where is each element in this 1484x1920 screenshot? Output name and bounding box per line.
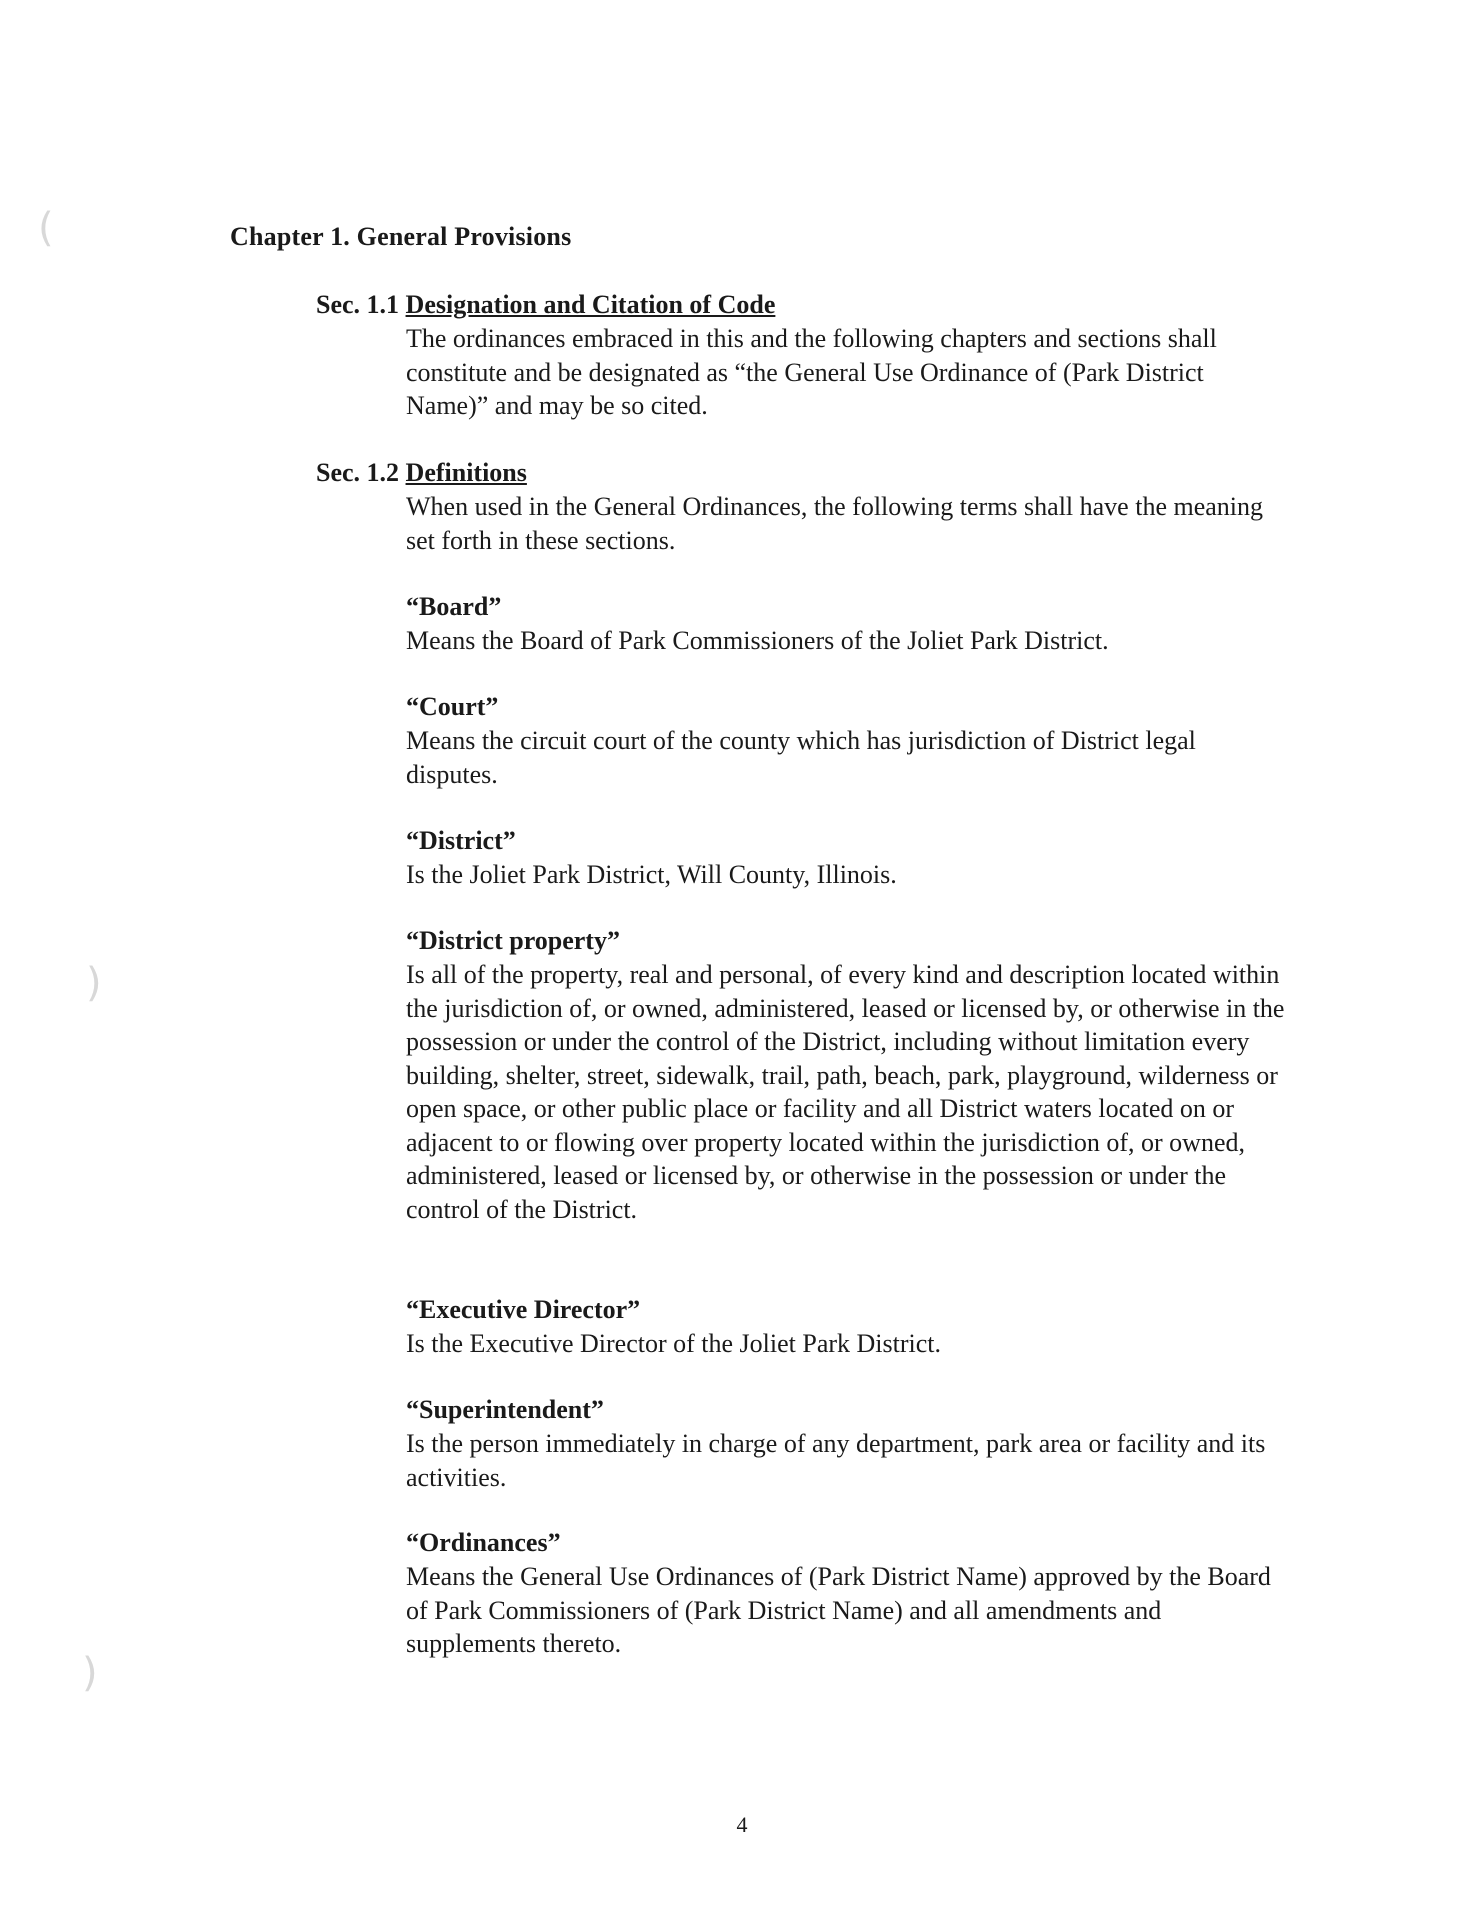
definition-court bbox=[406, 690, 1286, 791]
section-heading bbox=[316, 288, 1316, 322]
definition-term: “District property” bbox=[406, 926, 620, 955]
section-1-1 bbox=[316, 288, 1316, 423]
section-1-2 bbox=[316, 456, 1316, 557]
scan-artifact: ( bbox=[38, 205, 54, 251]
section-body: The ordinances embraced in this and the following chapters and sections shall constitute and be designated as “the General Use Ordinance of (Park District Name)” and may be so cited. bbox=[406, 324, 1217, 420]
section-number: Sec. 1.2 bbox=[316, 458, 400, 487]
definition-text: Is the person immediately in charge of any department, park area or facility and its activities. bbox=[406, 1429, 1266, 1492]
definition-text: Is the Joliet Park District, Will County, Illinois. bbox=[406, 860, 897, 889]
scan-artifact: ) bbox=[86, 960, 102, 1006]
definition-term: “District” bbox=[406, 826, 516, 855]
section-title: Designation and Citation of Code bbox=[405, 290, 776, 319]
definition-text: Means the General Use Ordinances of (Park District Name) approved by the Board of Park Commissioners of (Park District Name) and all amendments and supplements thereto. bbox=[406, 1562, 1271, 1658]
definition-text: Is all of the property, real and personal, of every kind and description located within the jurisdiction of, or owned, administered, leased or licensed by, or otherwise in the possession or under the control of the District, including without limitation every building, shelter, street, sidewalk, trail, path, beach, park, playground, wilderness or open space, or other public place or facility and all District waters located on or adjacent to or flowing over property located within the jurisdiction of, or owned, administered, leased or licensed by, or otherwise in the possession or under the control of the District. bbox=[406, 960, 1285, 1224]
definition-text: Is the Executive Director of the Joliet Park District. bbox=[406, 1329, 942, 1358]
section-heading bbox=[316, 456, 1316, 490]
section-body: When used in the General Ordinances, the following terms shall have the meaning set forth in these sections. bbox=[406, 492, 1264, 555]
section-number: Sec. 1.1 bbox=[316, 290, 400, 319]
definition-text: Means the Board of Park Commissioners of the Joliet Park District. bbox=[406, 626, 1109, 655]
page-number: 4 bbox=[736, 1812, 748, 1837]
chapter-title: Chapter 1. General Provisions bbox=[230, 222, 572, 251]
definition-executive-director bbox=[406, 1293, 1286, 1361]
section-title: Definitions bbox=[405, 458, 527, 487]
definition-text: Means the circuit court of the county which has jurisdiction of District legal disputes. bbox=[406, 726, 1196, 789]
scan-artifact: ) bbox=[82, 1650, 98, 1696]
definition-term: “Superintendent” bbox=[406, 1395, 604, 1424]
definition-term: “Board” bbox=[406, 592, 502, 621]
definition-ordinances bbox=[406, 1526, 1286, 1661]
definition-term: “Ordinances” bbox=[406, 1528, 561, 1557]
definition-superintendent bbox=[406, 1393, 1286, 1494]
definition-district-property bbox=[406, 924, 1286, 1226]
definition-board bbox=[406, 590, 1286, 658]
definition-term: “Executive Director” bbox=[406, 1295, 641, 1324]
definition-term: “Court” bbox=[406, 692, 499, 721]
definition-district bbox=[406, 824, 1286, 892]
